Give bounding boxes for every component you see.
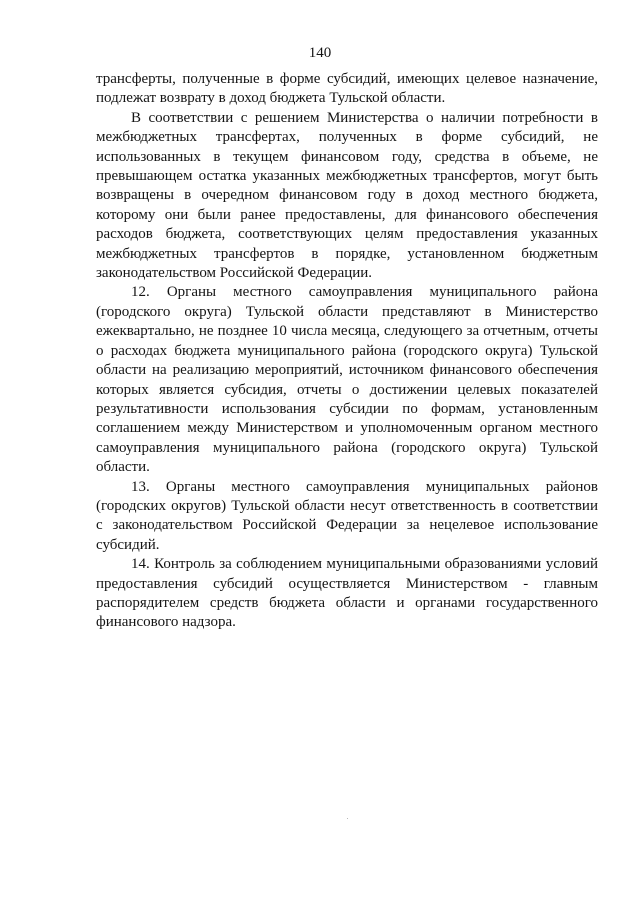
paragraph-item-13: 13. Органы местного самоуправления муниципальных районов (городских округов) Тульской области несут ответственность в соответствии с законодательством Российской Федерации за нецелевое использование субсидий. (96, 478, 598, 553)
paragraph-item-12: 12. Органы местного самоуправления муниципального района (городского округа) Тульской области представляют в Министерство ежеквартально, не позднее 10 числа месяца, следующего за отчетным, отчеты о расходах бюджета муниципального района (городского округа) Тульской области на реализацию мероприятий, источником финансового обеспечения которых является субсидия, отчеты о достижении целевых показателей результативности использования субсидии по формам, установленным соглашением между Министерством и уполномоченным органом местного самоуправления муниципального района (городского округа) Тульской области. (96, 284, 598, 476)
paragraph-item-14: 14. Контроль за соблюдением муниципальными образованиями условий предоставления субсидий осуществляется Министерством - главным распорядителем средств бюджета области и органами государственного финансового надзора. (96, 556, 598, 631)
paragraph-budget-return: В соответствии с решением Министерства о наличии потребности в межбюджетных трансфертах, полученных в форме субсидий, не использованных в текущем финансовом году, средства в объеме, не превышающем остатка указанных межбюджетных трансфертов, могут быть возвращены в очередном финансовом году в доход местного бюджета, которому они были ранее предоставлены, для финансового обеспечения расходов бюджета, соответствующих целям предоставления указанных межбюджетных трансфертов в порядке, установленном бюджетным законодательством Российской Федерации. (96, 109, 598, 282)
page-number: 140 (308, 45, 332, 61)
paragraph-continuation: трансферты, полученные в форме субсидий, имеющих целевое назначение, подлежат возврату в доход бюджета Тульской области. (96, 71, 598, 107)
scan-artifact (347, 818, 348, 819)
document-body (96, 70, 598, 633)
